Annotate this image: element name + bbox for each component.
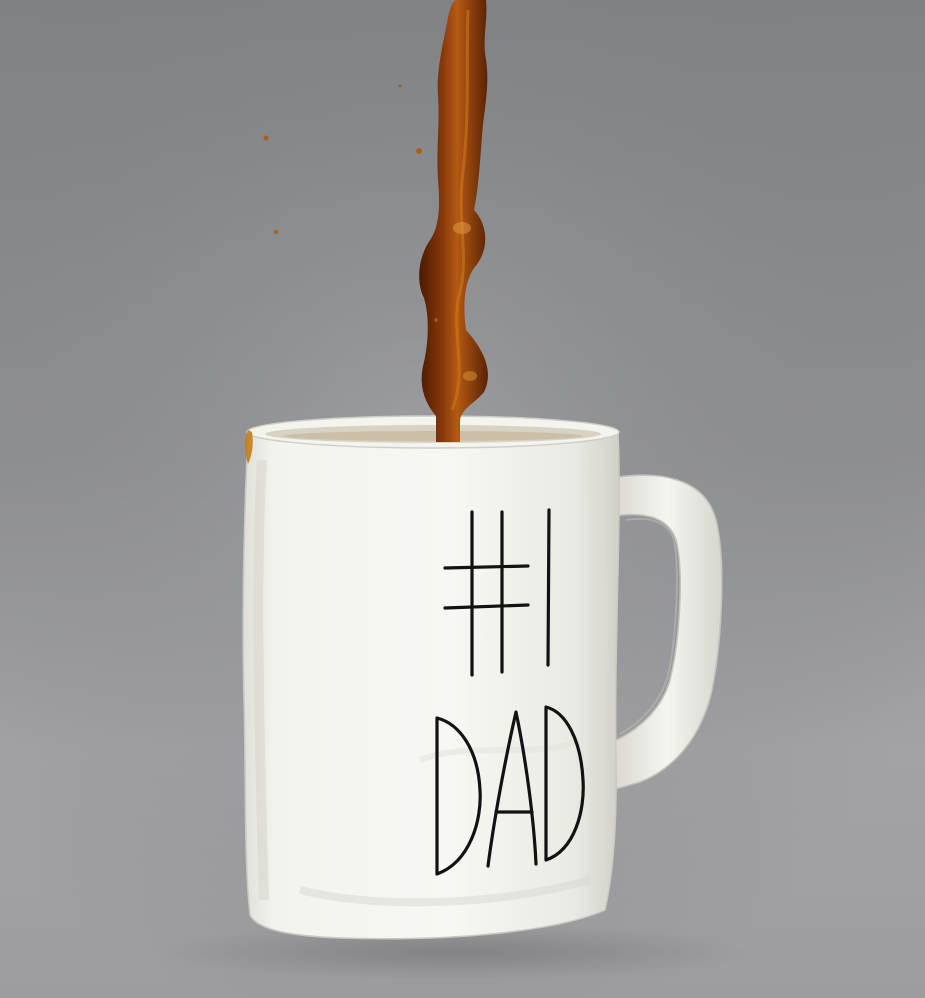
mug-body bbox=[243, 421, 619, 939]
one-glyph bbox=[548, 510, 549, 665]
mug-rim bbox=[247, 416, 619, 448]
